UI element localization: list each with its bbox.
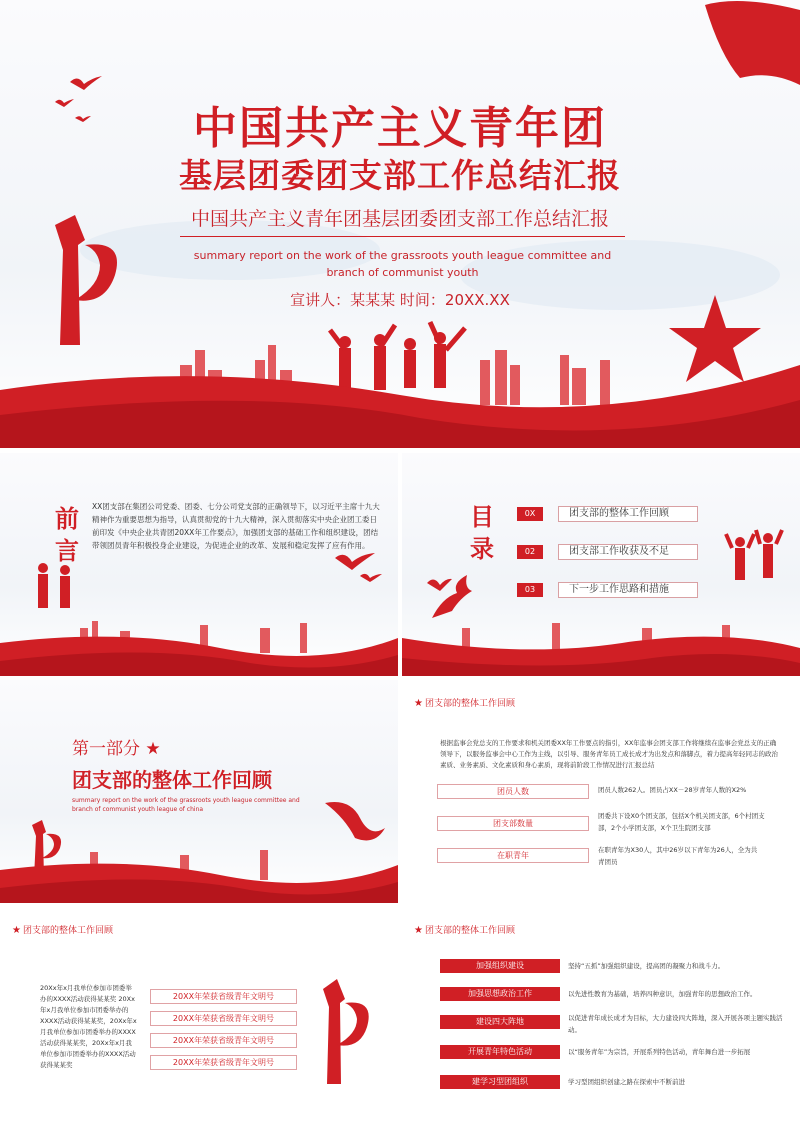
city-wave-decor [402,613,800,676]
city-wave-decor [0,320,800,448]
slide-header: ★ 团支部的整体工作回顾 [414,925,515,936]
cover-english-subtitle: summary report on the work of the grassroots youth league committee and branch of communist youth [193,249,612,279]
review-slide-3 [402,907,800,1130]
cover-slide [0,0,800,448]
review-slide-1 [402,680,800,903]
stat-label: 团支部数量 [437,816,589,831]
work-item-text: 以“服务青年”为宗旨，开展系列特色活动，青年舞台进一步拓展 [568,1048,751,1056]
part-title: 团支部的整体工作回顾 [72,768,272,792]
star-icon: ★ [12,925,21,936]
city-wave-decor [0,613,398,676]
toc-item-3[interactable]: 下一步工作思路和措施 [558,582,698,598]
part-label: 第一部分 ★ [72,739,161,759]
toc-title: 目录 [470,503,494,563]
toc-item-number: 0X [517,507,543,521]
toc-item-number: 03 [517,583,543,597]
award-item: 20XX年荣获省级青年文明号 [150,1011,297,1026]
toc-slide [402,453,800,676]
stat-text: 团委共下设X0个团支部，包括X个机关团支部，6个村团支部，2个小学团支部，X个卫生院团支部 [598,812,765,832]
star-icon: ★ [414,698,423,709]
city-wave-decor [0,840,398,903]
monument-icon [305,979,375,1089]
cover-title-second: 基层团委团支部工作总结汇报 [179,156,621,195]
review-intro: 根据监事会党总支的工作要求和机关团委XX年工作要点的指引，XX年监事会团支部工作将继续在监事会党总支的正确领导下，以服务监事会中心工作为主线，以引导、服务青年员工成长成才为出发点和落脚点，着力提高年轻同志的政治素质、业务素质、文化素质和身心素质，现将前阶段工作情况进行汇报总结 [440,739,778,769]
review-text: 20Xx年x月我单位参加市团委举办的XXXX活动获得某某奖 20Xx年x月我单位参加市团委举办的XXXX活动获得某某奖，20Xx年x月我单位参加市团委举办的XXXX活动获得某某奖，20Xx年x月我单位参加市团委举办的XXXX活动获得某某奖 [40,984,137,1069]
review-slide-2 [0,907,398,1130]
preface-slide [0,453,398,676]
stat-label: 团员人数 [437,784,589,799]
work-item-text: 学习型团组织创建之路在探索中不断前进 [568,1078,685,1086]
star-icon: ★ [414,925,423,936]
award-item: 20XX年荣获省级青年文明号 [150,1033,297,1048]
work-item-label: 建设四大阵地 [440,1015,560,1029]
part1-slide [0,680,398,903]
flag-icon [700,0,800,90]
work-item-text: 坚持“五抓”加强组织建设，提高团的凝聚力和战斗力。 [568,962,725,970]
work-item-label: 加强思想政治工作 [440,987,560,1001]
work-item-label: 开展青年特色活动 [440,1045,560,1059]
cover-subtitle: 中国共产主义青年团基层团委团支部工作总结汇报 [190,208,609,230]
stat-text: 在职青年为X30人，其中26岁以下青年为26人，全为共青团员 [598,846,758,866]
work-item-label: 加强组织建设 [440,959,560,973]
toc-item-2[interactable]: 团支部工作收获及不足 [558,544,698,560]
work-item-text: 以先进性教育为基础，培养四种意识，加强青年的思想政治工作。 [568,990,757,998]
cover-title-main: 中国共产主义青年团 [193,103,607,154]
toc-item-1[interactable]: 团支部的整体工作回顾 [558,506,698,522]
preface-text: XX团支部在集团公司党委、团委、七分公司党支部的正确领导下，以习近平主席十九大精神作为重要思想为指导，认真贯彻党的十九大精神，深入贯彻落实中央企业团工委日前印发《中央企业共青团20XX年工作要点》，加强团支部的基础工作和组织建设，团结带领团员青年积极投身企业建设，为促进企业的改革、发展和稳定发挥了应有作用。 [92,502,380,550]
stat-text: 团员人数262人。团员占XX－28岁青年人数的X2% [598,786,747,794]
slide-header: ★ 团支部的整体工作回顾 [414,698,515,709]
divider [180,236,625,237]
part-english: summary report on the work of the grassroots youth league committee and branch of communist youth league of china [72,797,300,813]
preface-title: 前言 [55,505,79,565]
award-item: 20XX年荣获省级青年文明号 [150,1055,297,1070]
people-jump-icon [722,528,792,623]
award-item: 20XX年荣获省级青年文明号 [150,989,297,1004]
work-item-label: 建学习型团组织 [440,1075,560,1089]
slide-header: ★ 团支部的整体工作回顾 [12,925,113,936]
star-icon: ★ [145,739,161,759]
work-item-text: 以促进青年成长成才为目标，大力建设四大阵地，深入开展各项主题实践活动。 [568,1014,783,1034]
stat-label: 在职青年 [437,848,589,863]
toc-item-number: 02 [517,545,543,559]
bird-icon [330,548,390,588]
cover-presenter-meta: 宣讲人：某某某 时间：20XX.XX [290,291,510,309]
